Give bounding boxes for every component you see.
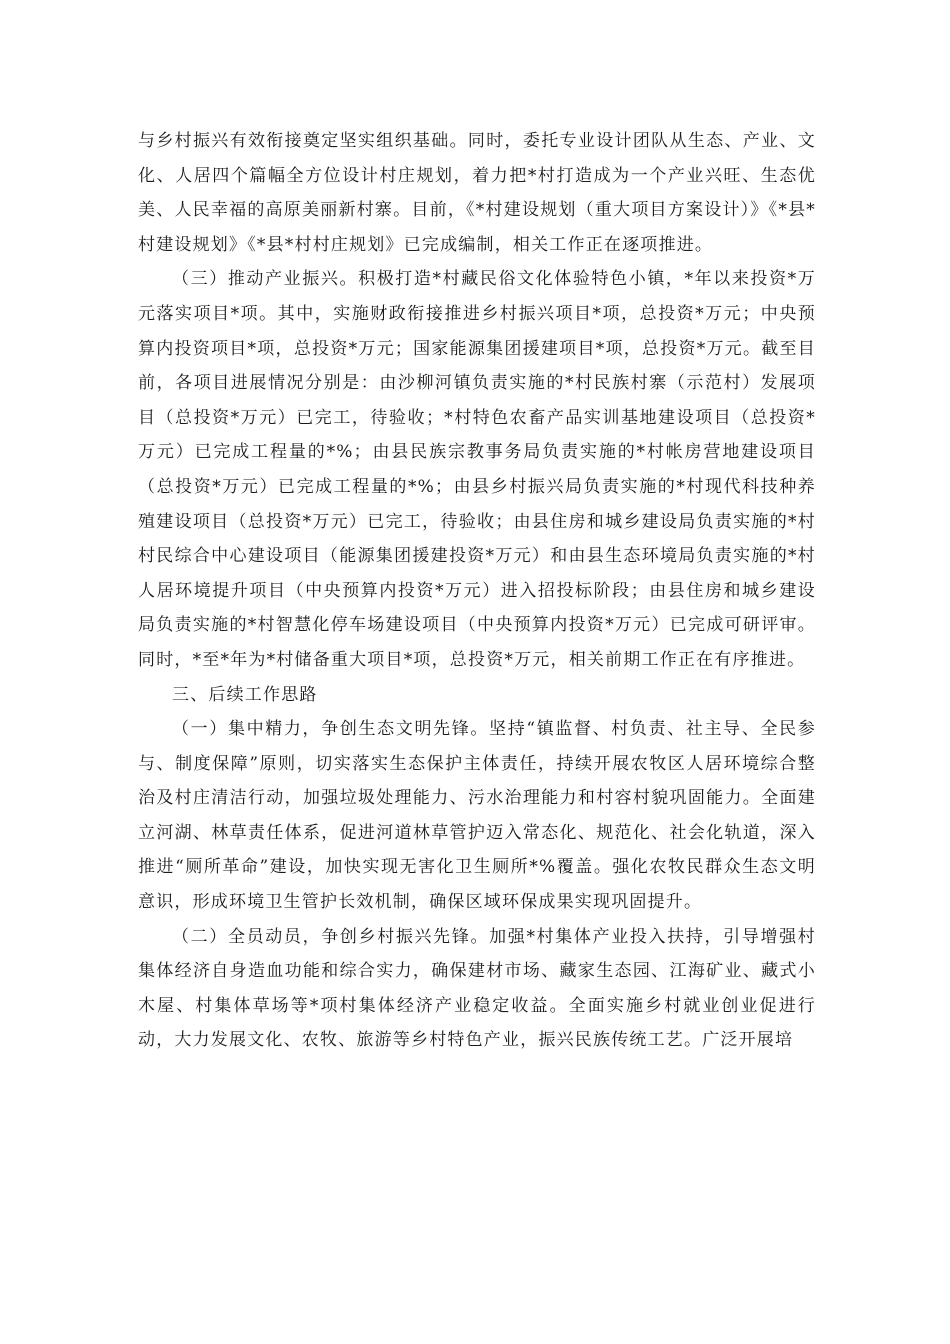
- section-heading-follow-up: 三、后续工作思路: [172, 684, 318, 705]
- paragraph-ecological-civilization: （一）集中精力，争创生态文明先锋。坚持“镇监督、村负责、社主导、全民参与、制度保障”原则，切实落实生态保护主体责任，持续开展农牧区人居环境综合整治及村庄清洁行动，加强垃圾处理能力、污水治理能力和村容村貌巩固能力。全面建立河湖、林草责任体系，促进河道林草管护迈入常态化、规范化、社会化轨道，深入推进“厕所革命”建设，加快实现无害化卫生厕所*%覆盖。强化农牧民群众生态文明意识，形成环境卫生管护长效机制，确保区域环保成果实现巩固提升。: [138, 719, 816, 913]
- paragraph-continuation-planning: 与乡村振兴有效衔接奠定坚实组织基础。同时，委托专业设计团队从生态、产业、文化、人居四个篇幅全方位设计村庄规划，着力把*村打造成为一个产业兴旺、生态优美、人民幸福的高原美丽新村寨。目前，《*村建设规划（重大项目方案设计）》《*县*村建设规划》《*县*村村庄规划》已完成编制，相关工作正在逐项推进。: [138, 131, 816, 255]
- paragraph-rural-revitalization: （二）全员动员，争创乡村振兴先锋。加强*村集体产业投入扶持，引导增强村集体经济自身造血功能和综合实力，确保建材市场、藏家生态园、江海矿业、藏式小木屋、村集体草场等*项村集体经济产业稳定收益。全面实施乡村就业创业促进行动，大力发展文化、农牧、旅游等乡村特色产业，振兴民族传统工艺。广泛开展培: [138, 926, 816, 1051]
- paragraph-industry-revitalization: （三）推动产业振兴。积极打造*村藏民俗文化体验特色小镇，*年以来投资*万元落实项目*项。其中，实施财政衔接推进乡村振兴项目*项，总投资*万元；中央预算内投资项目*项，总投资*万元；国家能源集团援建项目*项，总投资*万元。截至目前，各项目进展情况分别是：由沙柳河镇负责实施的*村民族村寨（示范村）发展项目（总投资*万元）已完工，待验收；*村特色农畜产品实训基地建设项目（总投资*万元）已完成工程量的*%；由县民族宗教事务局负责实施的*村帐房营地建设项目（总投资*万元）已完成工程量的*%；由县乡村振兴局负责实施的*村现代科技种养殖建设项目（总投资*万元）已完工，待验收；由县住房和城乡建设局负责实施的*村村民综合中心建设项目（能源集团援建投资*万元）和由县生态环境局负责实施的*村人居环境提升项目（中央预算内投资*万元）进入招投标阶段；由县住房和城乡建设局负责实施的*村智慧化停车场建设项目（中央预算内投资*万元）已完成可研评审。同时，*至*年为*村储备重大项目*项，总投资*万元，相关前期工作正在有序推进。: [138, 269, 816, 670]
- document-page: [138, 124, 816, 1058]
